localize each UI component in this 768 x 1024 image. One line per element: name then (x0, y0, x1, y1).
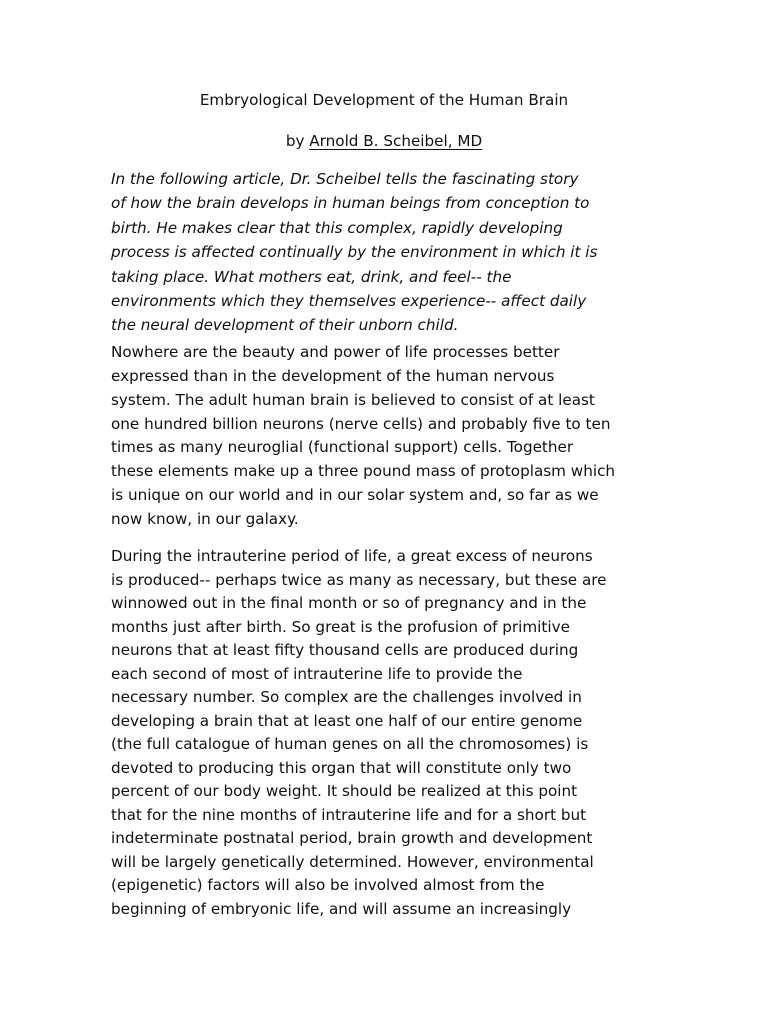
paragraph-line: (the full catalogue of human genes on all the chromosomes) is (111, 735, 589, 753)
intro-line: birth. He makes clear that this complex, rapidly developing (111, 218, 563, 237)
paragraph-line: percent of our body weight. It should be realized at this point (111, 782, 578, 800)
paragraph-line: (epigenetic) factors will also be involved almost from the (111, 876, 545, 894)
paragraph-line: that for the nine months of intrauterine life and for a short but (111, 805, 587, 824)
paragraph-line: devoted to producing this organ that will constitute only two (111, 758, 572, 777)
intro-paragraph (111, 167, 671, 338)
author-link[interactable]: Arnold B. Scheibel, MD (309, 132, 483, 150)
paragraph-line: neurons that at least fifty thousand cells are produced during (111, 641, 579, 659)
paragraph-line: months just after birth. So great is the profusion of primitive (111, 617, 570, 636)
paragraph-line: indeterminate postnatal period, brain growth and development (111, 829, 593, 847)
paragraph-line: times as many neuroglial (functional support) cells. Together (111, 438, 574, 457)
intro-line: the neural development of their unborn child. (111, 316, 459, 335)
paragraph-line: winnowed out in the final month or so of pregnancy and in the (111, 594, 587, 612)
paragraph-line: now know, in our galaxy. (111, 509, 299, 528)
document-title: Embryological Development of the Human Brain (199, 91, 569, 109)
intro-line: In the following article, Dr. Scheibel tells the fascinating story (111, 170, 579, 188)
paragraph-line: beginning of embryonic life, and will assume an increasingly (111, 899, 572, 918)
byline (0, 131, 768, 151)
paragraph-line: necessary number. So complex are the challenges involved in (111, 688, 582, 706)
paragraph-line: During the intrauterine period of life, a great excess of neurons (111, 547, 593, 565)
paragraph-line: each second of most of intrauterine life to provide the (111, 664, 523, 683)
paragraph-line: these elements make up a three pound mass of protoplasm which (111, 462, 616, 481)
paragraph-line: Nowhere are the beauty and power of life processes better (111, 343, 560, 361)
paragraph-line: will be largely genetically determined. However, environmental (111, 852, 594, 871)
intro-line: of how the brain develops in human beings from conception to (111, 194, 590, 213)
intro-line: environments which they themselves experience-- affect daily (111, 292, 587, 311)
intro-line: taking place. What mothers eat, drink, and feel-- the (111, 267, 512, 286)
paragraph-line: is produced-- perhaps twice as many as necessary, but these are (111, 570, 607, 589)
paragraph-line: developing a brain that at least one half of our entire genome (111, 711, 583, 730)
byline-prefix: by (285, 132, 305, 150)
intro-line: process is affected continually by the environment in which it is (111, 243, 598, 262)
body-paragraph-2 (111, 545, 671, 921)
paragraph-line: one hundred billion neurons (nerve cells) and probably five to ten (111, 414, 611, 433)
paragraph-line: system. The adult human brain is believed to consist of at least (111, 390, 595, 409)
paragraph-line: expressed than in the development of the human nervous (111, 366, 555, 385)
paragraph-line: is unique on our world and in our solar system and, so far as we (111, 486, 599, 505)
body-paragraph-1 (111, 341, 671, 532)
